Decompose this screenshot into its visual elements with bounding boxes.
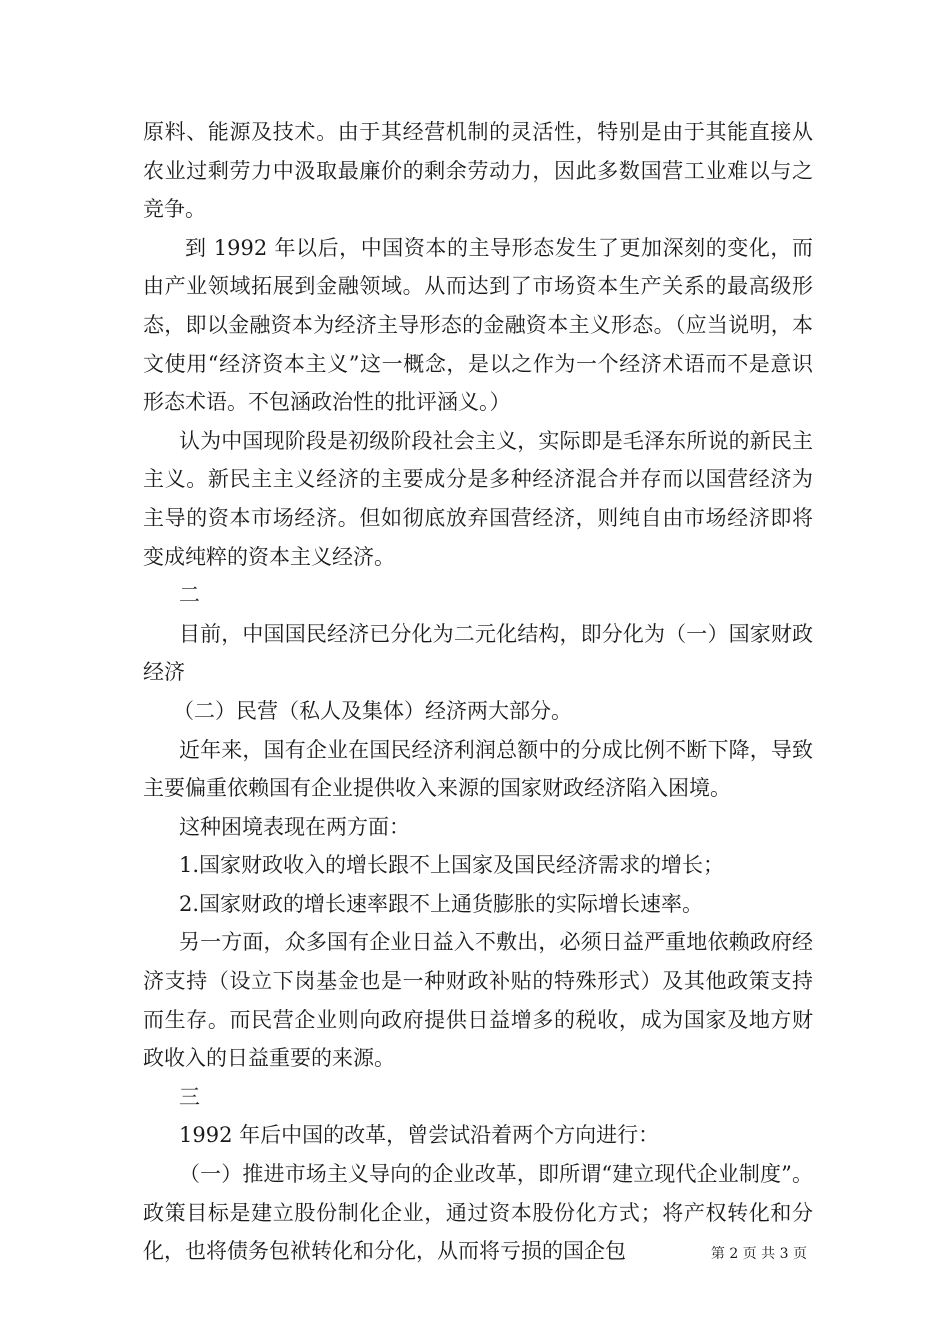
paragraph-6: 近年来，国有企业在国民经济利润总额中的分成比例不断下降，导致主要偏重依赖国有企业提供收入来源的国家财政经济陷入困境。 xyxy=(143,737,813,801)
paragraph-9: 1992 年后中国的改革，曾尝试沿着两个方向进行： xyxy=(179,1123,660,1148)
page-number-footer: 第 2 页 共 3 页 xyxy=(710,1246,807,1262)
paragraph-4: 目前，中国国民经济已分化为二元化结构，即分化为（一）国家财政经济 xyxy=(143,621,813,685)
paragraph-2: 到 1992 年以后，中国资本的主导形态发生了更加深刻的变化，而由产业领域拓展到金融领域。从而达到了市场资本生产关系的最高级形态，即以金融资本为经济主导形态的金融资本主义形态。（应当说明，本文使用“经济资本主义”这一概念，是以之作为一个经济术语而不是意识形态术语。不包涵政治性的批评涵义。） xyxy=(143,235,813,415)
list-item-2: 2.国家财政的增长速率跟不上通货膨胀的实际增长速率。 xyxy=(179,891,704,916)
paragraph-7: 这种困境表现在两方面： xyxy=(179,814,410,839)
paragraph-5: （二）民营（私人及集体）经济两大部分。 xyxy=(173,698,572,723)
list-item-1: 1.国家财政收入的增长跟不上国家及国民经济需求的增长； xyxy=(179,853,725,878)
document-body xyxy=(143,113,813,1271)
paragraph-1: 原料、能源及技术。由于其经营机制的灵活性，特别是由于其能直接从农业过剩劳力中汲取最廉价的剩余劳动力，因此多数国营工业难以与之竞争。 xyxy=(143,120,813,222)
paragraph-8: 另一方面，众多国有企业日益入不敷出，必须日益严重地依赖政府经济支持（设立下岗基金也是一种财政补贴的特殊形式）及其他政策支持而生存。而民营企业则向政府提供日益增多的税收，成为国家及地方财政收入的日益重要的来源。 xyxy=(143,930,813,1071)
paragraph-3: 认为中国现阶段是初级阶段社会主义，实际即是毛泽东所说的新民主主义。新民主主义经济的主要成分是多种经济混合并存而以国营经济为主导的资本市场经济。但如彻底放弃国营经济，则纯自由市场经济即将变成纯粹的资本主义经济。 xyxy=(143,428,813,569)
section-heading-three: 三 xyxy=(179,1084,200,1109)
section-heading-two: 二 xyxy=(179,583,200,608)
paragraph-10: （一）推进市场主义导向的企业改革，即所谓“建立现代企业制度”。政策目标是建立股份制化企业，通过资本股份化方式；将产权转化和分化，也将债务包袱转化和分化，从而将亏损的国企包 xyxy=(143,1162,813,1264)
